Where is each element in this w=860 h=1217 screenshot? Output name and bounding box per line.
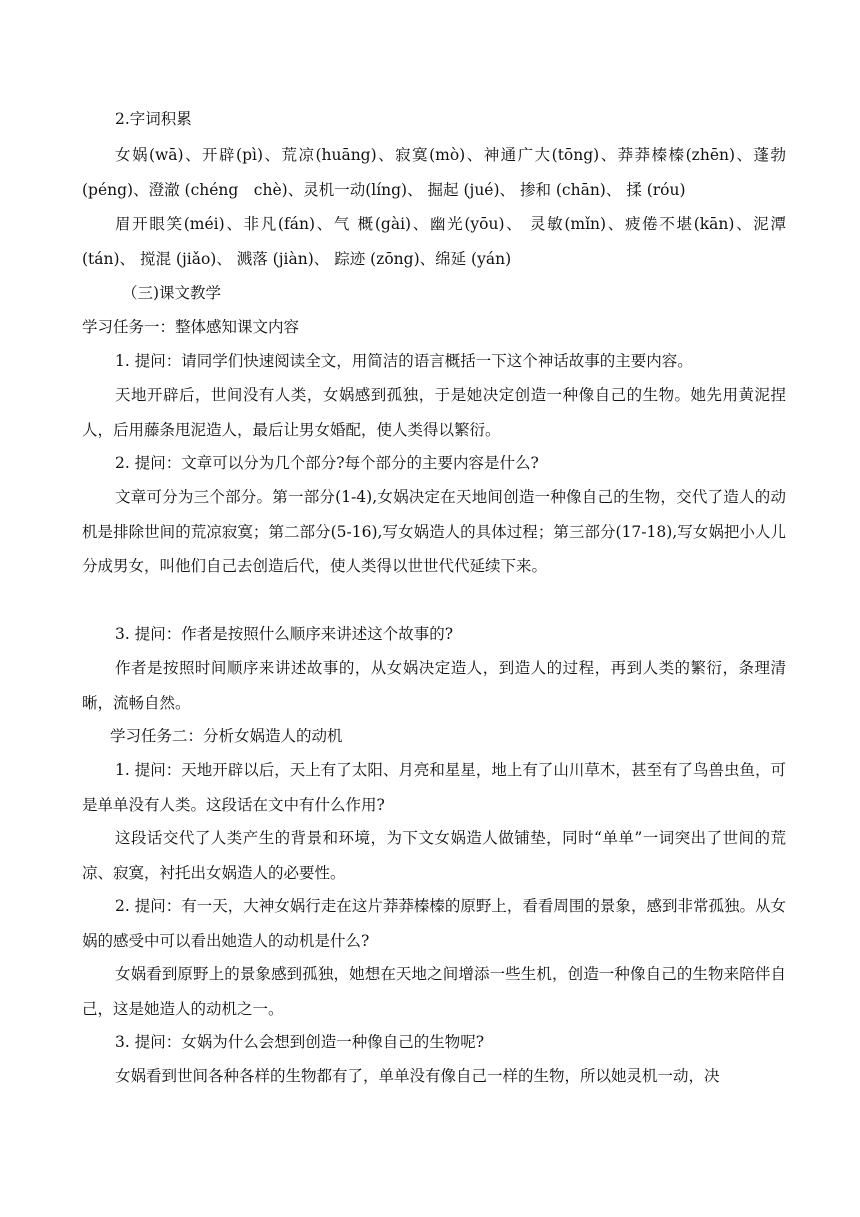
task-1-question-2: 2. 提问：文章可以分为几个部分?每个部分的主要内容是什么? xyxy=(115,454,539,472)
vocabulary-paragraph-2: 眉开眼笑(méi)、非凡(fán)、气 概(gài)、幽光(yōu)、 灵敏(mǐn)、疲倦不堪(kān)、泥潭 (tán)、 搅混 (jiǎo)、 溅落 (jiàn)、 踪迹 (zōng)、绵延 (yán) xyxy=(82,215,786,268)
task-1-answer-3: 作者是按照时间顺序来讲述故事的，从女娲决定造人，到造人的过程，再到人类的繁衍，条理清晰，流畅自然。 xyxy=(82,659,786,712)
task-2-question-3: 3. 提问：女娲为什么会想到创造一种像自己的生物呢? xyxy=(115,1033,485,1051)
task-2-question-2: 2. 提问：有一天，大神女娲行走在这片莽莽榛榛的原野上，看看周围的景象，感到非常孤独。从女娲的感受中可以看出她造人的动机是什么? xyxy=(82,897,786,950)
vocabulary-paragraph-1: 女娲(wā)、开辟(pì)、荒凉(huāng)、寂寞(mò)、神通广大(tōng)、莽莽榛榛(zhēn)、蓬勃 (péng)、澄澈 (chéng chè)、灵机一动(líng)、 掘起 (jué)、 掺和 (chān)、 揉 (róu) xyxy=(82,146,786,199)
task-1-question-1: 1. 提问：请同学们快速阅读全文，用简洁的语言概括一下这个神话故事的主要内容。 xyxy=(115,352,693,370)
task-2-question-1: 1. 提问：天地开辟以后，天上有了太阳、月亮和星星，地上有了山川草木，甚至有了鸟兽虫鱼，可是单单没有人类。这段话在文中有什么作用? xyxy=(82,761,786,814)
task-2-answer-2: 女娲看到原野上的景象感到孤独，她想在天地之间增添一些生机，创造一种像自己的生物来陪伴自己，这是她造人的动机之一。 xyxy=(82,965,786,1018)
task-1-answer-1: 天地开辟后，世间没有人类，女娲感到孤独，于是她决定创造一种像自己的生物。她先用黄泥捏人，后用藤条甩泥造人，最后让男女婚配，使人类得以繁衍。 xyxy=(82,386,786,439)
task-1-title: 学习任务一：整体感知课文内容 xyxy=(82,318,300,336)
task-2-answer-1: 这段话交代了人类产生的背景和环境，为下文女娲造人做铺垫，同时“单单”一词突出了世间的荒凉、寂寞，衬托出女娲造人的必要性。 xyxy=(82,829,786,882)
section-title-lesson-teaching: （三)课文教学 xyxy=(122,284,222,302)
task-1-answer-2: 文章可分为三个部分。第一部分(1-4),女娲决定在天地间创造一种像自己的生物，交代了造人的动机是排除世间的荒凉寂寞；第二部分(5-16),写女娲造人的具体过程；第三部分(17-18),写女娲把小人儿分成男女，叫他们自己去创造后代，使人类得以世世代代延续下来。 xyxy=(82,488,786,575)
task-2-answer-3: 女娲看到世间各种各样的生物都有了，单单没有像自己一样的生物，所以她灵机一动，决 xyxy=(115,1067,720,1085)
task-1-question-3: 3. 提问：作者是按照什么顺序来讲述这个故事的? xyxy=(115,625,454,643)
section-title-vocabulary: 2.字词积累 xyxy=(115,110,192,128)
task-2-title: 学习任务二：分析女娲造人的动机 xyxy=(110,727,343,745)
